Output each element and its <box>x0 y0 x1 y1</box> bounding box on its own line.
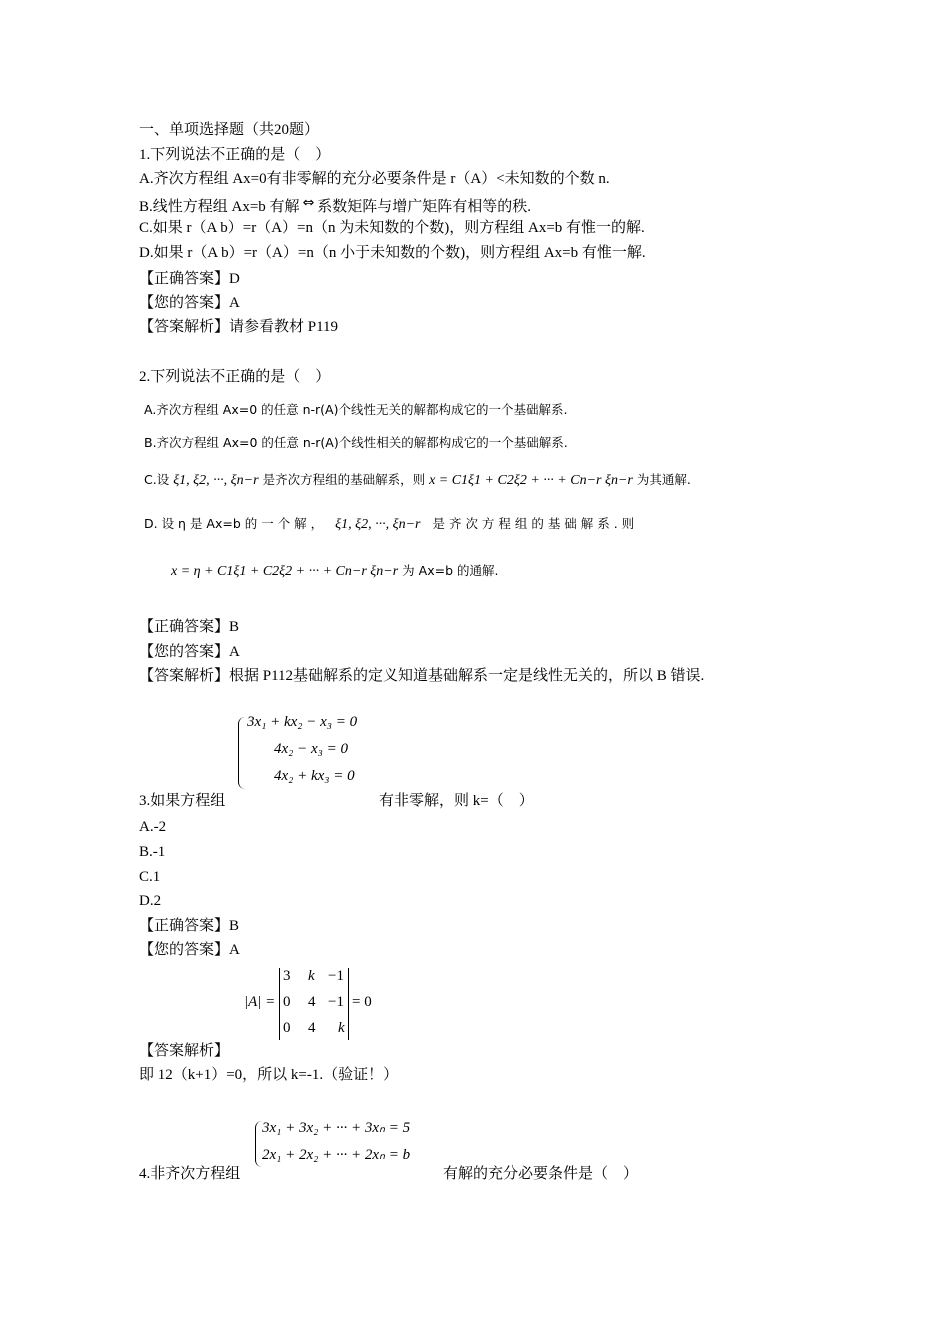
your-value: A <box>229 295 240 311</box>
q2-stem: 2.下列说法不正确的是（ ） <box>139 369 331 385</box>
q2-correct-answer <box>139 618 239 636</box>
q3-your-answer <box>139 941 240 959</box>
q2-option-c-text-2: 是齐次方程组的基础解系，则 <box>262 472 426 487</box>
equivalence-symbol: ⇔ <box>302 195 315 211</box>
your-value: A <box>229 644 240 660</box>
q3-equation-system <box>236 713 366 791</box>
q2-option-d-general-solution: x = η + C1ξ1 + C2ξ2 + ··· + Cn−r ξn−r <box>171 564 399 579</box>
q1-option-b-text: B.线性方程组 Ax=b 有解 <box>139 199 300 215</box>
q1-analysis <box>139 318 338 336</box>
det-cell: −1 <box>328 994 344 1010</box>
q2-your-answer <box>139 643 240 661</box>
q1-option-b <box>139 194 531 216</box>
q1-option-c: C.如果 r（A b）=r（A）=n（n 为未知数的个数)，则方程组 Ax=b 有惟一的解. <box>139 220 645 236</box>
q2-option-d-text-3: 为 Ax=b 的通解. <box>402 563 499 578</box>
det-cell: 0 <box>283 1020 291 1036</box>
det-cell: 4 <box>308 1020 316 1036</box>
q2-option-d-formula <box>171 563 498 580</box>
your-value: A <box>229 942 240 958</box>
determinant-lhs: |A| = <box>244 994 276 1010</box>
q1-correct-answer <box>139 270 240 288</box>
q2-option-c-basis: ξ1, ξ2, ···, ξn−r <box>173 473 259 488</box>
left-brace <box>238 717 245 789</box>
q1-option-a: A.齐次方程组 Ax=0有非零解的充分必要条件是 r（A）<未知数的个数 n. <box>139 171 610 187</box>
q3-equation-2: 4x₂ − x₃ = 0 <box>274 741 348 757</box>
det-cell: 3 <box>283 968 291 984</box>
q3-stem-suffix: 有非零解，则 k=（ ） <box>379 793 534 809</box>
q1-option-b-text-2: 系数矩阵与增广矩阵有相等的秩. <box>317 199 532 215</box>
correct-value: D <box>229 271 240 287</box>
determinant-rhs: = 0 <box>352 994 372 1010</box>
correct-label: 【正确答案】 <box>139 619 230 635</box>
analysis-label: 【答案解析】 <box>139 319 230 335</box>
correct-label: 【正确答案】 <box>139 918 230 934</box>
q3-conclusion: 即 12（k+1）=0，所以 k=-1.（验证！） <box>139 1067 399 1083</box>
analysis-label: 【答案解析】 <box>139 668 230 684</box>
q2-option-c-text-3: 为其通解. <box>636 472 691 487</box>
q3-determinant <box>244 966 384 1042</box>
q2-option-d-text: D. 设 η 是 Ax=b 的 一 个 解 ， <box>144 516 324 531</box>
correct-value: B <box>229 619 240 635</box>
q1-option-d: D.如果 r（A b）=r（A）=n（n 小于未知数的个数)，则方程组 Ax=b 有惟一解. <box>139 245 646 261</box>
det-cell: 4 <box>308 994 316 1010</box>
your-label: 【您的答案】 <box>139 295 230 311</box>
q3-option-d: D.2 <box>139 893 162 909</box>
det-cell: k <box>338 1020 345 1036</box>
q2-option-d-text-2: 是 齐 次 方 程 组 的 基 础 解 系 . 则 <box>432 516 635 531</box>
correct-label: 【正确答案】 <box>139 271 230 287</box>
your-label: 【您的答案】 <box>139 942 230 958</box>
q4-equation-system <box>253 1117 433 1169</box>
analysis-text: 请参看教材 P119 <box>229 319 339 335</box>
q3-equation-3: 4x₂ + kx₃ = 0 <box>274 768 355 784</box>
q4-stem-suffix: 有解的充分必要条件是（ ） <box>443 1166 639 1182</box>
det-cell: k <box>308 968 315 984</box>
determinant-left-bar <box>279 968 280 1040</box>
q3-stem-prefix: 3.如果方程组 <box>139 793 226 809</box>
det-cell: 0 <box>283 994 291 1010</box>
q4-stem-prefix: 4.非齐次方程组 <box>139 1166 241 1182</box>
your-label: 【您的答案】 <box>139 644 230 660</box>
q3-equation-1: 3x₁ + kx₂ − x₃ = 0 <box>247 714 358 730</box>
q3-correct-answer <box>139 917 239 935</box>
q3-option-c: C.1 <box>139 869 161 885</box>
q2-option-c-general-solution: x = C1ξ1 + C2ξ2 + ··· + Cn−r ξn−r <box>429 473 633 488</box>
analysis-text: 根据 P112基础解系的定义知道基础解系一定是线性无关的，所以 B 错误. <box>229 668 705 684</box>
q4-equation-2: 2x₁ + 2x₂ + ··· + 2xₙ = b <box>262 1147 411 1163</box>
q1-stem: 1.下列说法不正确的是（ ） <box>139 147 331 163</box>
q2-option-c-text: C.设 <box>144 472 170 487</box>
correct-value: B <box>229 918 240 934</box>
q3-option-b: B.-1 <box>139 844 166 860</box>
left-brace <box>255 1121 262 1167</box>
q2-analysis <box>139 667 704 685</box>
q3-analysis-label: 【答案解析】 <box>139 1043 230 1059</box>
q2-option-b: B.齐次方程组 Ax=0 的任意 n-r(A)个线性相关的解都构成它的一个基础解系. <box>144 435 568 450</box>
q1-your-answer <box>139 294 240 312</box>
q4-equation-1: 3x₁ + 3x₂ + ··· + 3xₙ = 5 <box>262 1120 411 1136</box>
det-cell: −1 <box>328 968 344 984</box>
q2-option-d-basis: ξ1, ξ2, ···, ξn−r <box>335 517 421 532</box>
q2-option-d <box>144 516 634 533</box>
q3-option-a: A.-2 <box>139 819 167 835</box>
q2-option-a: A.齐次方程组 Ax=0 的任意 n-r(A)个线性无关的解都构成它的一个基础解系. <box>144 402 568 417</box>
section-title: 一、单项选择题（共20题） <box>139 122 320 138</box>
q2-option-c <box>144 472 691 489</box>
determinant-right-bar <box>348 968 349 1040</box>
